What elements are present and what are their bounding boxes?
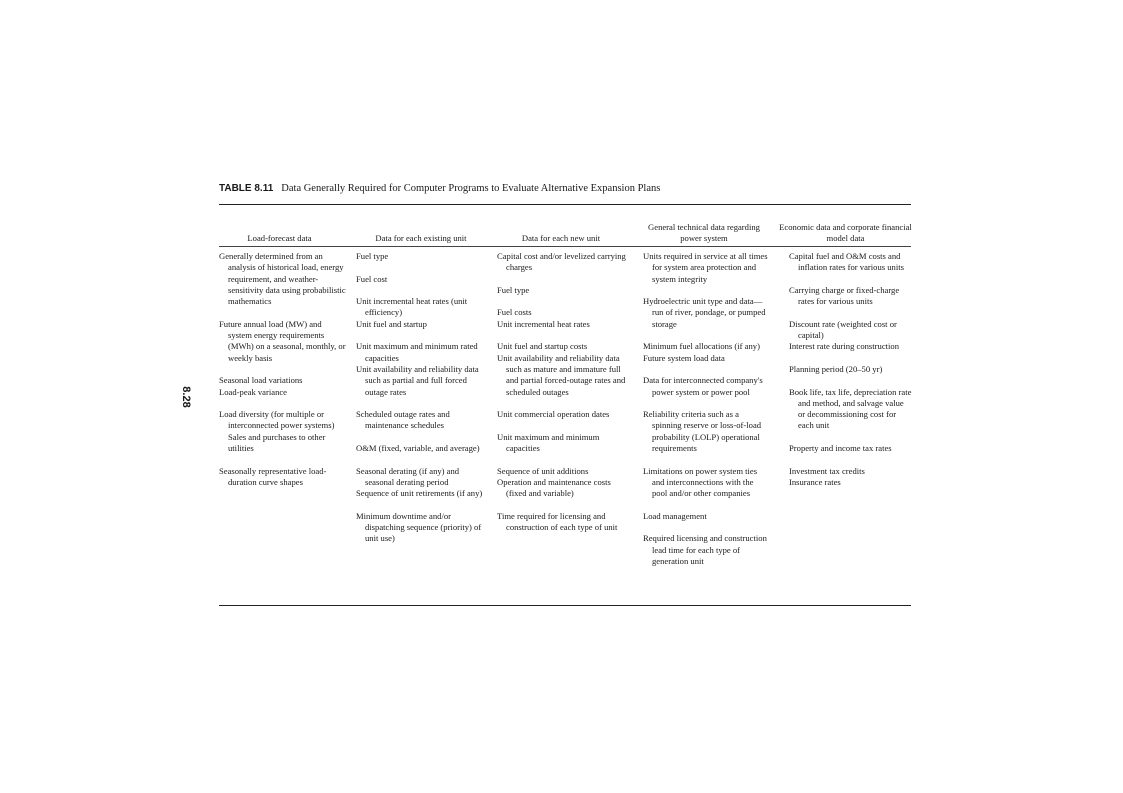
table-cell: Investment tax credits (789, 465, 865, 476)
table-caption (219, 183, 919, 194)
table-cell: Minimum fuel allocations (if any) (643, 341, 760, 352)
table-cell: Units required in service at all times for system area protection and system integrity (643, 251, 768, 284)
column-header-economic-data: Economic data and corporate financial model data (779, 222, 912, 243)
table-cell: Unit incremental heat rates (unit efficiency) (356, 296, 468, 318)
table-cell: Discount rate (weighted cost or capital) (789, 318, 897, 341)
table-cell: Interest rate during construction (789, 341, 900, 352)
table-cell: Load-peak variance (219, 386, 287, 397)
table-top-rule (219, 204, 911, 205)
table-cell: Future annual load (MW) and system energy requirements (MWh) on a seasonal, monthly, or weekly basis (219, 318, 346, 363)
table-cell: Fuel costs (497, 307, 532, 318)
table-cell: Seasonal derating (if any) and seasonal derating period (356, 465, 460, 487)
table-header-rule (219, 246, 911, 247)
table-cell: Limitations on power system ties and interconnections with the pool and/or other companies (643, 465, 758, 499)
column-header-new-unit: Data for each new unit (521, 233, 601, 243)
table-cell: Carrying charge or fixed-charge rates for various units (789, 284, 900, 307)
table-cell: Minimum downtime and/or dispatching sequence (priority) of unit use) (356, 510, 482, 544)
table-cell: Seasonally representative load-duration curve shapes (219, 465, 327, 487)
table-cell: Load management (643, 510, 707, 521)
table-cell: Hydroelectric unit type and data—run of river, pondage, or pumped storage (643, 296, 766, 329)
table-cell: Book life, tax life, depreciation rate and method, and salvage value or decommissioning cost for each unit (789, 386, 912, 431)
table-cell: Unit availability and reliability data such as partial and full forced outage rates (356, 363, 479, 397)
table-cell: Fuel type (497, 284, 530, 295)
table-cell: Sequence of unit additions (497, 465, 589, 476)
table-cell: Planning period (20–50 yr) (789, 363, 883, 374)
column-economic-data (789, 251, 913, 500)
column-header-technical-data: General technical data regarding power system (648, 222, 760, 243)
column-load-forecast (219, 251, 347, 500)
table-cell: Fuel cost (356, 273, 388, 284)
table-cell: Insurance rates (789, 476, 841, 487)
table-cell: Operation and maintenance costs (fixed and variable) (497, 476, 611, 499)
table-cell: Required licensing and construction lead time for each type of generation unit (643, 533, 767, 567)
column-header-load-forecast: Load-forecast data (247, 233, 312, 243)
table-cell: Capital fuel and O&M costs and inflation rates for various units (789, 251, 904, 273)
table-cell: O&M (fixed, variable, and average) (356, 443, 480, 454)
table-cell: Load diversity (for multiple or interconnected power systems) Sales and purchases to other utilities (219, 409, 335, 454)
table-cell: Future system load data (643, 352, 725, 363)
table-cell: Unit fuel and startup costs (497, 341, 588, 352)
table-cell: Fuel type (356, 251, 389, 261)
page-number: 8.28 (180, 386, 192, 408)
column-header-existing-unit: Data for each existing unit (375, 233, 467, 243)
table-cell: Sequence of unit retirements (if any) (356, 488, 483, 499)
column-existing-unit (356, 251, 488, 556)
column-new-unit (497, 251, 627, 545)
table-cell: Reliability criteria such as a spinning reserve or loss-of-load probability (LOLP) operational requirements (643, 409, 762, 454)
table-cell: Scheduled outage rates and maintenance schedules (356, 409, 450, 431)
table-cell: Unit maximum and minimum capacities (497, 431, 600, 454)
table-cell: Unit availability and reliability data such as mature and immature full and partial forced-outage rates and scheduled outages (497, 352, 626, 397)
table-bottom-rule (219, 605, 911, 606)
table-cell: Data for interconnected company's power system or power pool (643, 375, 763, 397)
table-cell: Unit commercial operation dates (497, 409, 610, 420)
table-cell: Generally determined from an analysis of historical load, energy requirement, and weather-sensitivity data using probabilistic mathematics (219, 251, 346, 307)
table-cell: Unit maximum and minimum rated capacities (356, 341, 478, 363)
table-cell: Unit incremental heat rates (497, 318, 590, 329)
table-title: Data Generally Required for Computer Programs to Evaluate Alternative Expansion Plans (281, 183, 661, 194)
table-label: TABLE 8.11 (219, 183, 274, 194)
column-technical-data (643, 251, 769, 579)
table-cell: Property and income tax rates (789, 443, 892, 454)
table-cell: Time required for licensing and construction of each type of unit (497, 510, 618, 533)
table-cell: Seasonal load variations (219, 375, 303, 386)
table-cell: Unit fuel and startup (356, 318, 427, 329)
table-cell: Capital cost and/or levelized carrying charges (497, 251, 626, 273)
